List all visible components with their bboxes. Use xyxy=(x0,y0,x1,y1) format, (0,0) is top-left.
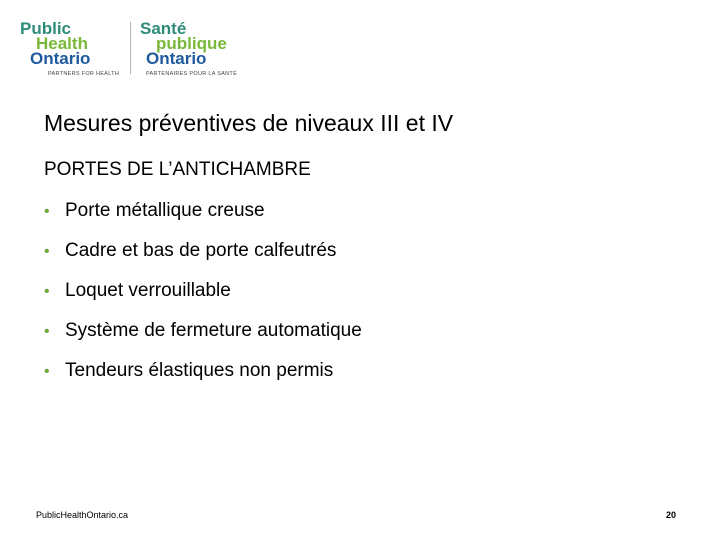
bullet-list xyxy=(44,196,362,396)
bullet-text: Loquet verrouillable xyxy=(65,280,231,301)
slide-title: Mesures préventives de niveaux III et IV xyxy=(44,110,454,136)
logo-en-line2: Health xyxy=(36,34,88,53)
logo-fr-line3: Ontario xyxy=(146,49,207,68)
logo-divider xyxy=(130,22,131,74)
logo-en-tagline: PARTNERS FOR HEALTH xyxy=(48,71,120,77)
bullet-icon: • xyxy=(44,243,50,260)
bullet-icon: • xyxy=(44,203,50,220)
logo-fr-line1: Santé xyxy=(140,19,187,38)
slide-subtitle: PORTES DE L’ANTICHAMBRE xyxy=(44,159,311,180)
list-item xyxy=(44,356,362,396)
logo-en-line3: Ontario xyxy=(30,49,91,68)
list-item xyxy=(44,316,362,356)
footer-website: PublicHealthOntario.ca xyxy=(36,510,129,520)
logo-fr-line2: publique xyxy=(156,34,227,53)
list-item xyxy=(44,276,362,316)
bullet-text: Porte métallique creuse xyxy=(65,200,265,221)
logo-en-line1: Public xyxy=(20,19,72,38)
list-item xyxy=(44,196,362,236)
bullet-text: Cadre et bas de porte calfeutrés xyxy=(65,240,337,261)
bullet-icon: • xyxy=(44,323,50,340)
public-health-ontario-logo xyxy=(16,16,256,80)
bullet-text: Système de fermeture automatique xyxy=(65,320,362,341)
bullet-text: Tendeurs élastiques non permis xyxy=(65,360,334,381)
bullet-icon: • xyxy=(44,363,50,380)
bullet-icon: • xyxy=(44,283,50,300)
list-item xyxy=(44,236,362,276)
page-number: 20 xyxy=(665,510,676,520)
logo-fr-tagline: PARTENAIRES POUR LA SANTÉ xyxy=(146,71,238,77)
